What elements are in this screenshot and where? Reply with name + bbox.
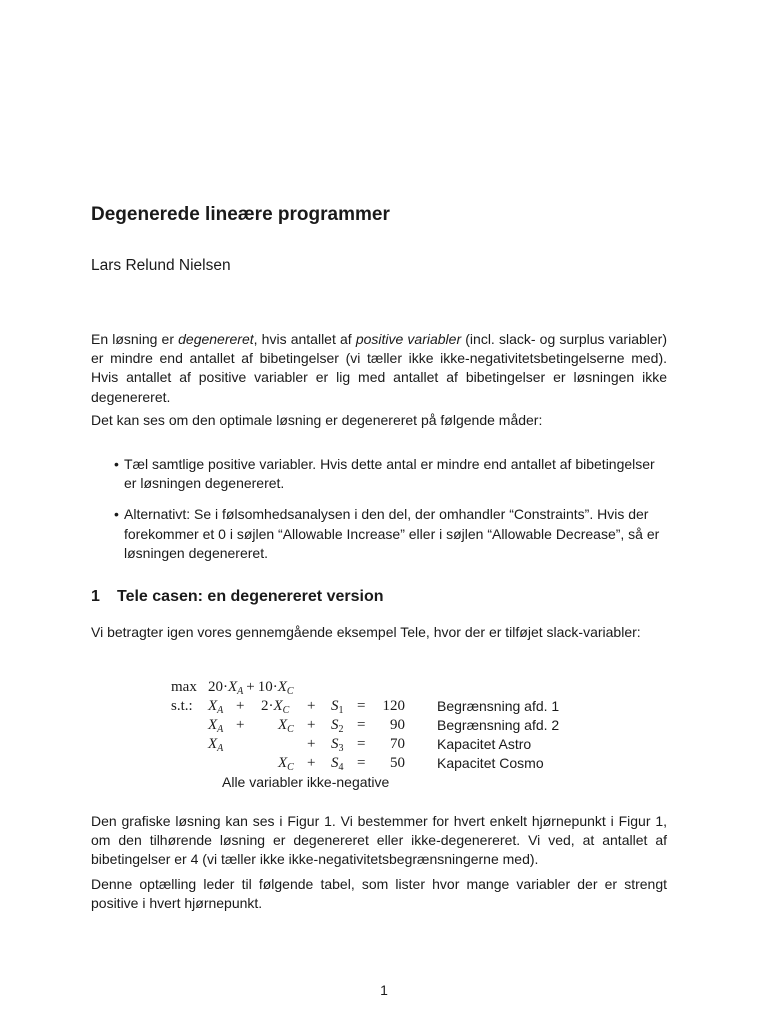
section-number: 1 [91,588,100,605]
constraint-2-term-xc: $X_C$ [278,717,294,735]
constraint-1-rhs: 120 [382,698,405,714]
constraint-4-label: Kapacitet Cosmo [437,755,544,771]
intro-text-3: (incl. slack- og surplus variabler) er mindre end antallet af bibetingelser (vi tæller ikke ikke-negativitetsbetingelserne med). Hvis antallet af positive variabler er lig med antallet af bibetingelser er løsningen ikke degenereret. [91,331,667,405]
constraint-2-term-xa: $X_A$ [208,717,224,735]
intro-emphasis-positive: positive variabler [355,331,462,347]
constraint-4-rhs: 50 [390,755,405,771]
objective-function: $20\cdot X_A + 10\cdot X_C$ [208,679,294,697]
author-name: Lars Relund Nielsen [91,257,231,274]
constraint-1-plus-slack: + [307,698,316,714]
max-label: max [171,679,197,695]
constraint-1-term-xc: $2\cdot X_C$ [261,698,290,716]
st-label: s.t.: [171,698,193,714]
intro-text-1: En løsning er [91,331,179,347]
page-number: 1 [380,982,388,998]
constraint-4-slack: $S_4$ [331,755,344,773]
constraint-2-rhs: 90 [390,717,405,733]
methods-intro-paragraph: Det kan ses om den optimale løsning er degenereret på følgende måder: [91,412,543,428]
constraint-3-plus-slack: + [307,736,316,752]
constraint-1-plus: + [236,698,245,714]
constraint-1-term-xa: $X_A$ [208,698,224,716]
bullet-dot: • [114,506,119,523]
table-intro-paragraph: Denne optælling leder til følgende tabel, som lister hvor mange variabler der er strengt positive i hvert hjørnepunkt. [91,876,667,912]
constraint-3-slack: $S_3$ [331,736,344,754]
constraint-2-label: Begrænsning afd. 2 [437,717,560,733]
section-intro-paragraph: Vi betragter igen vores gennemgående eksempel Tele, hvor der er tilføjet slack-variabler: [91,624,641,640]
constraint-4-eq: = [357,755,366,771]
constraint-4-plus-slack: + [307,755,316,771]
section-title: Tele casen: en degenereret version [117,588,384,605]
constraint-2-eq: = [357,717,366,733]
method-list-item: • Alternativt: Se i følsomhedsanalysen i den del, der omhandler “Constraints”. Hvis der forekommer et 0 i søjlen “Allowable Increase” eller i søjlen “Allowable Decrease”, så er løsningen degenereret. [114,506,660,561]
constraint-3-term-xa: $X_A$ [208,736,224,754]
constraint-2-slack: $S_2$ [331,717,344,735]
constraint-1-slack: $S_1$ [331,698,344,716]
constraint-1-eq: = [357,698,366,714]
constraint-2-plus-slack: + [307,717,316,733]
constraint-2-plus: + [236,717,245,733]
document-title: Degenerede lineære programmer [91,204,390,225]
constraint-4-term-xc: $X_C$ [278,755,294,773]
constraint-1-label: Begrænsning afd. 1 [437,698,560,714]
constraint-3-rhs: 70 [390,736,405,752]
graphical-solution-paragraph: Den grafiske løsning kan ses i Figur 1. Vi bestemmer for hvert enkelt hjørnepunkt i Figur 1, om den tilhørende løsning er degenereret eller ikke-degenereret. Vi ved, at antallet af bibetingelser er 4 (vi tæller ikke ikke-negativitetsbegrænsningerne med). [91,813,667,868]
intro-emphasis-degenereret: degenereret [178,331,254,347]
method-list-item: • Tæl samtlige positive variabler. Hvis dette antal er mindre end antallet af bibetingelser er løsningen degenereret. [114,456,655,492]
constraint-3-label: Kapacitet Astro [437,736,532,752]
nonnegativity-note: Alle variabler ikke-negative [222,774,390,790]
bullet-dot: • [114,456,119,472]
intro-text-2: , hvis antallet af [253,331,356,347]
constraint-3-eq: = [357,736,366,752]
